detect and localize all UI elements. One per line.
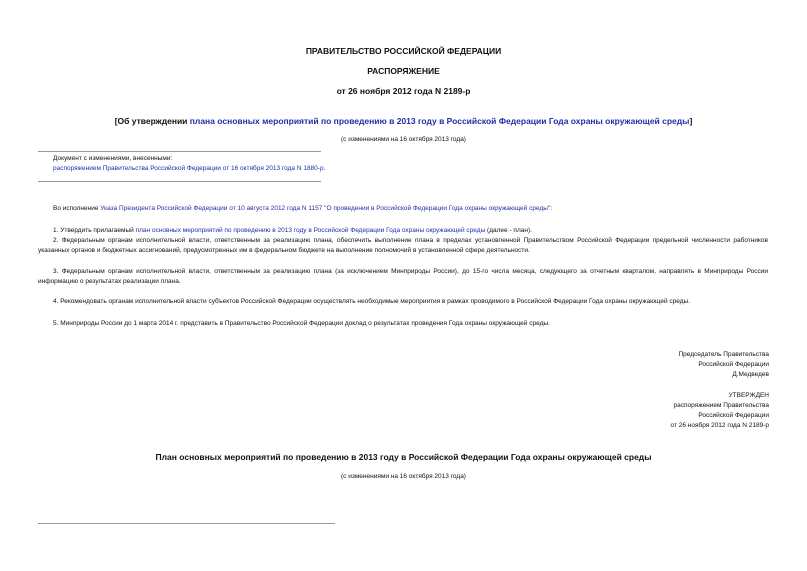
decree-link[interactable]: Указа Президента Российской Федерации от 10 августа 2012 года N 1157 "О проведении в Российской Федерации Года охраны окружающей среды" [100,205,551,212]
intro-prefix: Во исполнение [53,205,101,212]
signature-block [678,350,769,380]
paragraph-1 [53,226,532,236]
signature-position: Председатель Правительства [678,351,769,358]
header-doc-type: РАСПОРЯЖЕНИЕ [367,66,440,76]
p1-plan-link[interactable]: план основных мероприятий по проведению в 2013 году в Российской Федерации Года охраны окружающей среды [135,227,486,234]
changes-note: (с изменениями на 16 октября 2013 года) [341,136,466,143]
signature-country: Российской Федерации [698,361,769,368]
footnote-divider [38,523,335,524]
header-doc-date: от 26 ноября 2012 года N 2189-р [336,86,471,96]
plan-changes-note: (с изменениями на 16 октября 2013 года) [341,473,466,480]
amendment-top-divider [38,151,321,152]
approved-date: от 26 ноября 2012 года N 2189-р [670,422,769,429]
header-government: ПРАВИТЕЛЬСТВО РОССИЙСКОЙ ФЕДЕРАЦИИ [305,46,502,56]
amendment-bottom-divider [38,181,321,182]
approved-heading: УТВЕРЖДЕН [728,392,769,399]
plan-title: План основных мероприятий по проведению в 2013 году в Российской Федерации Года охраны окружающей среды [155,452,652,462]
paragraph-5: 5. Минприроды России до 1 марта 2014 г. представить в Правительство Российской Федерации доклад о результатах проведения Года охраны окружающей среды. [53,320,550,327]
amendment-link[interactable]: распоряжением Правительства Российской Федерации от 16 октября 2013 года N 1880-р. [53,165,326,172]
p1-prefix: 1. Утвердить прилагаемый [53,227,136,234]
approved-block [670,391,769,431]
p1-suffix: (далее - план). [485,227,532,234]
approved-by: распоряжением Правительства [673,402,769,409]
plan-title-link[interactable]: плана основных мероприятий по проведению в 2013 году в Российской Федерации Года охраны окружающей среды [189,116,690,126]
paragraph-2: 2. Федеральным органам исполнительной власти, ответственным за реализацию плана, обеспечить выполнение плана в пределах установленной Правительством Российской Федерации предельной численности работников указанных органов и бюджетных ассигнований, предусмотренных им в федеральном бюджете на выполнение полномочий в установленной сфере деятельности. [38,237,768,254]
amendment-label: Документ с изменениями, внесенными: [53,155,173,162]
title-suffix: ] [689,116,693,126]
document-title [0,116,807,126]
intro-paragraph [53,204,552,214]
title-prefix: [Об утверждении [114,116,190,126]
intro-suffix: : [550,205,553,212]
paragraph-3: 3. Федеральным органам исполнительной власти, ответственным за реализацию плана (за исключением Минприроды России), до 15-го числа месяца, следующего за отчетным кварталом, направлять в Минприроды России информацию о результатах реализации плана. [38,268,768,285]
approved-country: Российской Федерации [698,412,769,419]
paragraph-4: 4. Рекомендовать органам исполнительной власти субъектов Российской Федерации осуществлять необходимые мероприятия в рамках проводимого в Российской Федерации Года охраны окружающей среды. [53,298,690,305]
signature-name: Д.Медведев [732,371,769,378]
